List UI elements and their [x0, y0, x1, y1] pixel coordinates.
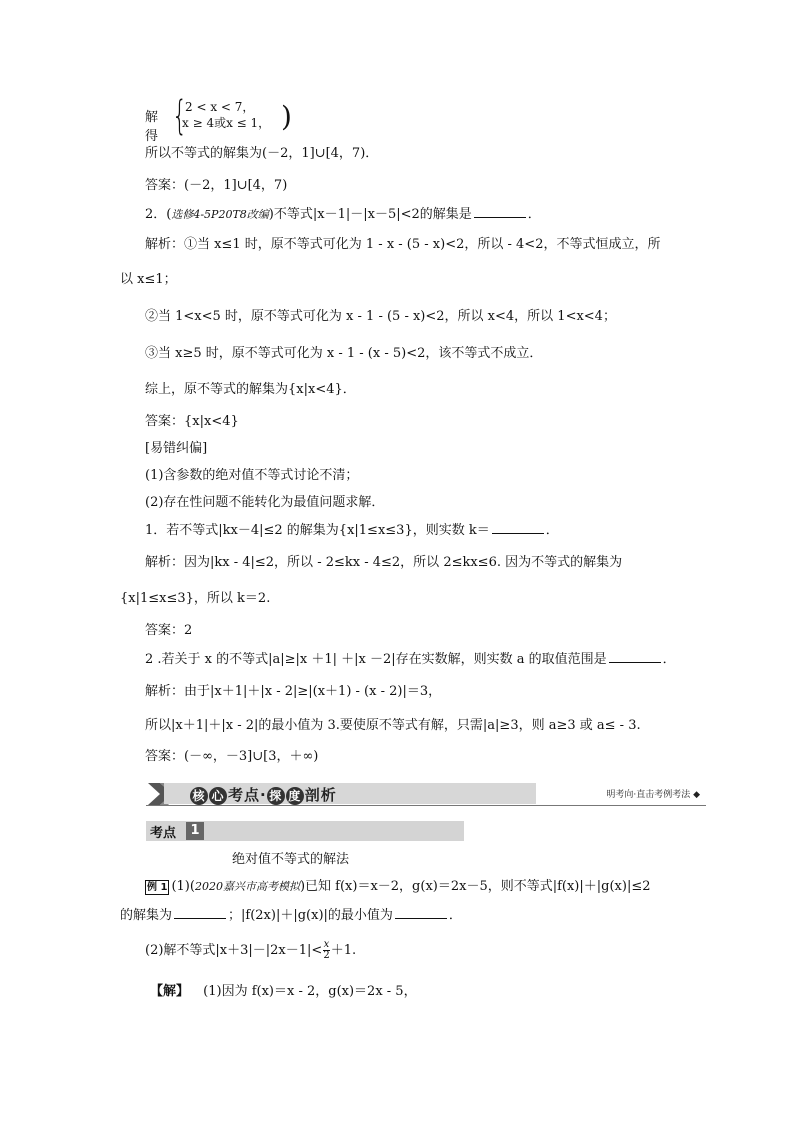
question-2-text: 2 .若关于 x 的不等式|a|≥|x ＋1| ＋|x －2|存在实数解，则实数 a 的取值范围是 — [145, 652, 607, 667]
example-1-text: )已知 f(x)＝x－2，g(x)＝2x－5，则不等式|f(x)|＋|g(x)|≤2 — [299, 879, 651, 894]
answer-blank[interactable] — [395, 906, 447, 919]
kaodian-label: 考点 — [150, 826, 177, 841]
problem-2-source: 选修4-5P20T8改编 — [171, 208, 269, 221]
banner-text-2: 剖析 — [304, 786, 337, 804]
kaodian-number: 1 — [186, 822, 204, 840]
kaodian-title: 绝对值不等式的解法 — [232, 852, 350, 867]
answer-2: 答案：{x|x<4} — [145, 414, 239, 429]
solution-start — [150, 983, 417, 1001]
fraction-denominator: 2 — [323, 950, 330, 961]
example-2-post: ＋1. — [330, 943, 357, 958]
q1-analysis-b: {x|1≤x≤3}，所以 k＝2. — [120, 591, 271, 606]
kaodian-header — [146, 821, 464, 841]
fraction-numerator: x — [323, 939, 330, 950]
q2-analysis-a: 解析：由于|x＋1|＋|x - 2|≥|(x＋1) - (x - 2)|＝3， — [145, 684, 442, 699]
yicuo-heading: [易错纠偏] — [145, 441, 208, 456]
example-1b-end: ． — [448, 908, 462, 923]
banner-rule — [146, 805, 706, 806]
example-1 — [145, 878, 650, 896]
problem-2-post: )不等式|x－1|－|x－5|<2的解集是 — [268, 207, 472, 222]
example-1-pre: (1)( — [171, 879, 195, 894]
answer-blank[interactable] — [492, 521, 544, 534]
example-2 — [145, 940, 356, 964]
banner-text-1: 考点 — [228, 786, 261, 804]
example-1b-mid: ；|f(2x)|＋|g(x)|的最小值为 — [228, 908, 393, 923]
analysis-2c: ②当 1<x<5 时，原不等式可化为 x - 1 - (5 - x)<2，所以 x<4，所以 1<x<4； — [145, 309, 616, 324]
banner-char-3: 探 — [267, 787, 285, 805]
q2-answer: 答案：(－∞，－3]∪[3，＋∞) — [145, 749, 319, 764]
analysis-2e: 综上，原不等式的解集为{x|x<4}． — [145, 382, 356, 397]
example-1b-pre: 的解集为 — [120, 908, 173, 923]
q1-answer: 答案：2 — [145, 623, 193, 638]
banner-char-4: 度 — [286, 787, 304, 805]
banner-title — [190, 784, 337, 805]
question-2-end: ． — [662, 652, 676, 667]
section-banner — [146, 781, 706, 807]
banner-sep: · — [260, 786, 267, 804]
question-1-end: ． — [545, 523, 559, 538]
banner-char-2: 心 — [209, 787, 227, 805]
left-brace: { — [172, 93, 188, 139]
q2-analysis-b: 所以|x＋1|＋|x - 2|的最小值为 3.要使原不等式有解，只需|a|≥3，则 a≥3 或 a≤ - 3. — [145, 718, 641, 733]
analysis-2b: 以 x≤1； — [120, 272, 177, 287]
yicuo-item-1: (1)含参数的绝对值不等式讨论不清； — [145, 468, 359, 483]
system-row-2: x ≥ 4或x ≤ 1， — [182, 116, 271, 130]
example-1-cont — [120, 906, 462, 925]
problem-2-pre: 2．( — [145, 207, 172, 222]
problem-2-end: ． — [527, 207, 541, 222]
right-paren: ) — [281, 100, 292, 133]
solution-label: 【解】 — [150, 984, 190, 999]
system-row-1: 2 < x < 7， — [185, 100, 255, 114]
yicuo-item-2: (2)存在性问题不能转化为最值问题求解． — [145, 495, 385, 510]
answer-1: 答案：(－2，1]∪[4，7) — [145, 178, 288, 193]
question-1-text: 1．若不等式|kx－4|≤2 的解集为{x|1≤x≤3}，则实数 k＝ — [145, 523, 490, 538]
example-1-source: 2020嘉兴市高考模拟 — [194, 880, 300, 893]
answer-blank[interactable] — [474, 205, 526, 218]
example-tag: 例 1 — [147, 882, 168, 893]
question-1 — [145, 521, 559, 540]
answer-blank[interactable] — [174, 906, 226, 919]
answer-blank[interactable] — [609, 650, 661, 663]
banner-char-1: 核 — [190, 787, 208, 805]
example-2-pre: (2)解不等式|x＋3|－|2x－1|< — [145, 943, 323, 958]
question-2 — [145, 650, 676, 669]
analysis-2d: ③当 x≥5 时，原不等式可化为 x - 1 - (x - 5)<2，该不等式不成立． — [145, 346, 543, 361]
system-label: 解得 — [145, 110, 159, 144]
solution-text: (1)因为 f(x)＝x - 2，g(x)＝2x - 5， — [203, 984, 417, 999]
solution-set-line: 所以不等式的解集为(－2，1]∪[4，7)． — [145, 146, 379, 161]
banner-subtitle: 明考向·直击考例考法 ◆ — [606, 790, 700, 800]
analysis-2a: 解析：①当 x≤1 时，原不等式可化为 1 - x - (5 - x)<2，所以 - 4<2，不等式恒成立，所 — [145, 237, 661, 252]
problem-2 — [145, 205, 541, 224]
q1-analysis-a: 解析：因为|kx - 4|≤2，所以 - 2≤kx - 4≤2，所以 2≤kx≤6. 因为不等式的解集为 — [145, 555, 623, 570]
fraction — [323, 940, 329, 961]
